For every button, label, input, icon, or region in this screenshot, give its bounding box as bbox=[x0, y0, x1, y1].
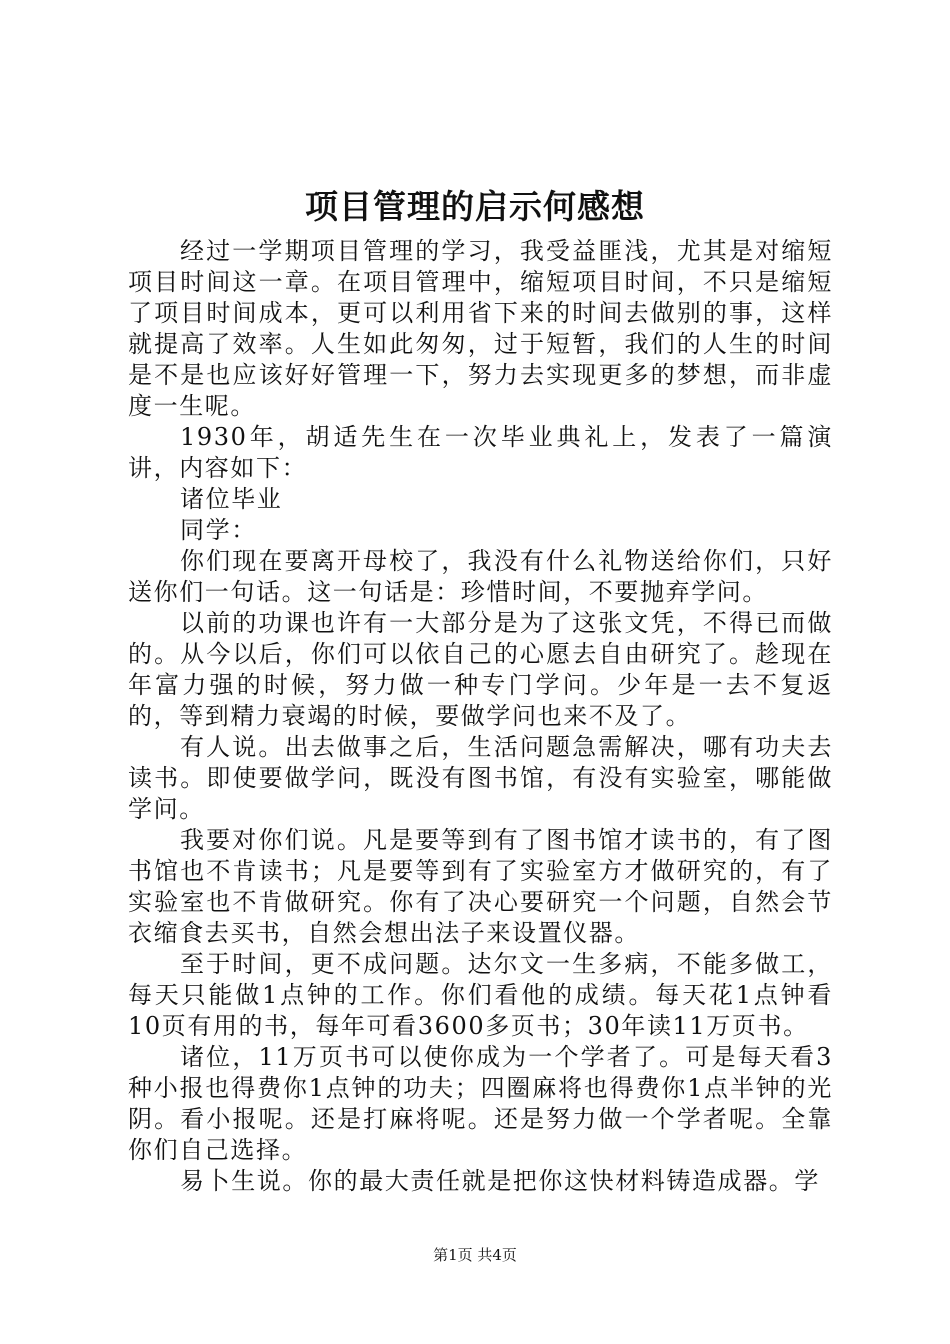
paragraph: 我要对你们说。凡是要等到有了图书馆才读书的，有了图书馆也不肯读书；凡是要等到有了实验室方才做研究的，有了实验室也不肯做研究。你有了决心要研究一个问题，自然会节衣缩食去买书，自然会想出法子来设置仪器。 bbox=[128, 826, 833, 947]
paragraph: 诸位，11万页书可以使你成为一个学者了。可是每天看3种小报也得费你1点钟的功夫；四圈麻将也得费你1点半钟的光阴。看小报呢。还是打麻将呢。还是努力做一个学者呢。全靠你们自己选择。 bbox=[128, 1043, 833, 1164]
paragraph: 诸位毕业 bbox=[180, 485, 283, 513]
paragraph: 你们现在要离开母校了，我没有什么礼物送给你们，只好送你们一句话。这一句话是：珍惜时间，不要抛弃学问。 bbox=[128, 547, 833, 606]
page-footer: 第1页 共4页 bbox=[433, 1246, 517, 1264]
paragraph: 易卜生说。你的最大责任就是把你这快材料铸造成器。学 bbox=[180, 1167, 820, 1195]
paragraph: 有人说。出去做事之后，生活问题急需解决，哪有功夫去读书。即使要做学问，既没有图书馆，有没有实验室，哪能做学问。 bbox=[128, 733, 833, 823]
paragraph: 1930年，胡适先生在一次毕业典礼上，发表了一篇演讲，内容如下： bbox=[128, 423, 833, 482]
paragraph: 经过一学期项目管理的学习，我受益匪浅，尤其是对缩短项目时间这一章。在项目管理中，缩短项目时间，不只是缩短了项目时间成本，更可以利用省下来的时间去做别的事，这样就提高了效率。人生如此匆匆，过于短暂，我们的人生的时间是不是也应该好好管理一下，努力去实现更多的梦想，而非虚度一生呢。 bbox=[128, 237, 833, 420]
paragraph: 至于时间，更不成问题。达尔文一生多病，不能多做工，每天只能做1点钟的工作。你们看他的成绩。每天花1点钟看10页有用的书，每年可看3600多页书；30年读11万页书。 bbox=[128, 950, 833, 1040]
paragraph: 以前的功课也许有一大部分是为了这张文凭，不得已而做的。从今以后，你们可以依自己的心愿去自由研究了。趁现在年富力强的时候，努力做一种专门学问。少年是一去不复返的，等到精力衰竭的时候，要做学问也来不及了。 bbox=[128, 609, 833, 730]
paragraph: 同学： bbox=[180, 516, 257, 544]
document-body bbox=[128, 236, 833, 1197]
document-title: 项目管理的启示何感想 bbox=[305, 187, 645, 226]
